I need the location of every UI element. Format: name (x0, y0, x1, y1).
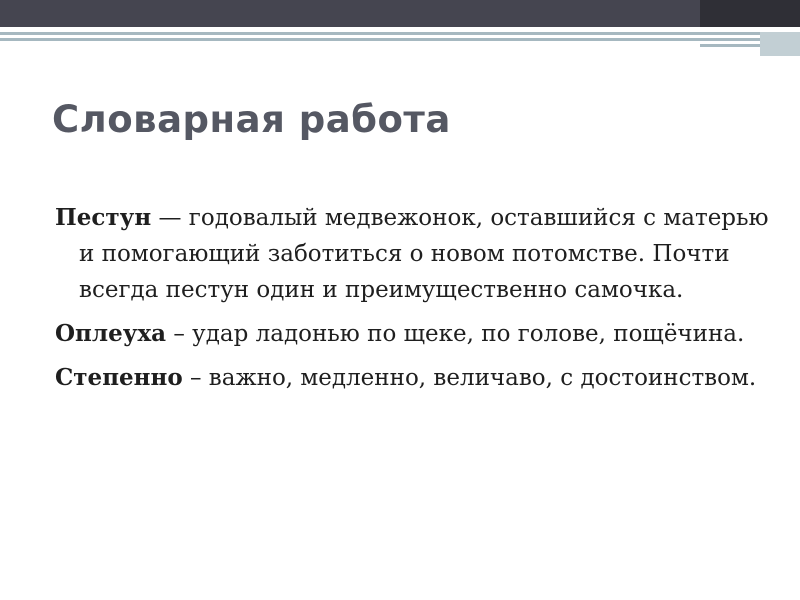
decor-stripe (475, 38, 800, 41)
slide-title: Словарная работа (52, 98, 451, 141)
vocabulary-list (55, 200, 775, 404)
vocabulary-term: Пестун (55, 204, 152, 231)
vocabulary-definition: – удар ладонью по щеке, по голове, пощёчина. (166, 321, 745, 347)
vocabulary-entry (55, 360, 775, 396)
vocabulary-term: Степенно (55, 364, 183, 391)
decor-stripe (0, 32, 475, 35)
vocabulary-definition: — годовалый медвежонок, оставшийся с матерью и помогающий заботиться о новом потомстве. Почти всегда пестун один и преимущественно самочка. (79, 205, 769, 303)
vocabulary-term: Оплеуха (55, 320, 167, 347)
top-decor-bar (0, 0, 800, 27)
vocabulary-entry (55, 316, 775, 352)
vocabulary-definition: – важно, медленно, величаво, с достоинством. (182, 365, 757, 391)
decor-block (760, 32, 800, 56)
decor-stripe (0, 38, 475, 41)
vocabulary-entry (55, 200, 775, 308)
top-decor-bar-dark (700, 0, 800, 27)
decor-stripe (475, 32, 800, 35)
